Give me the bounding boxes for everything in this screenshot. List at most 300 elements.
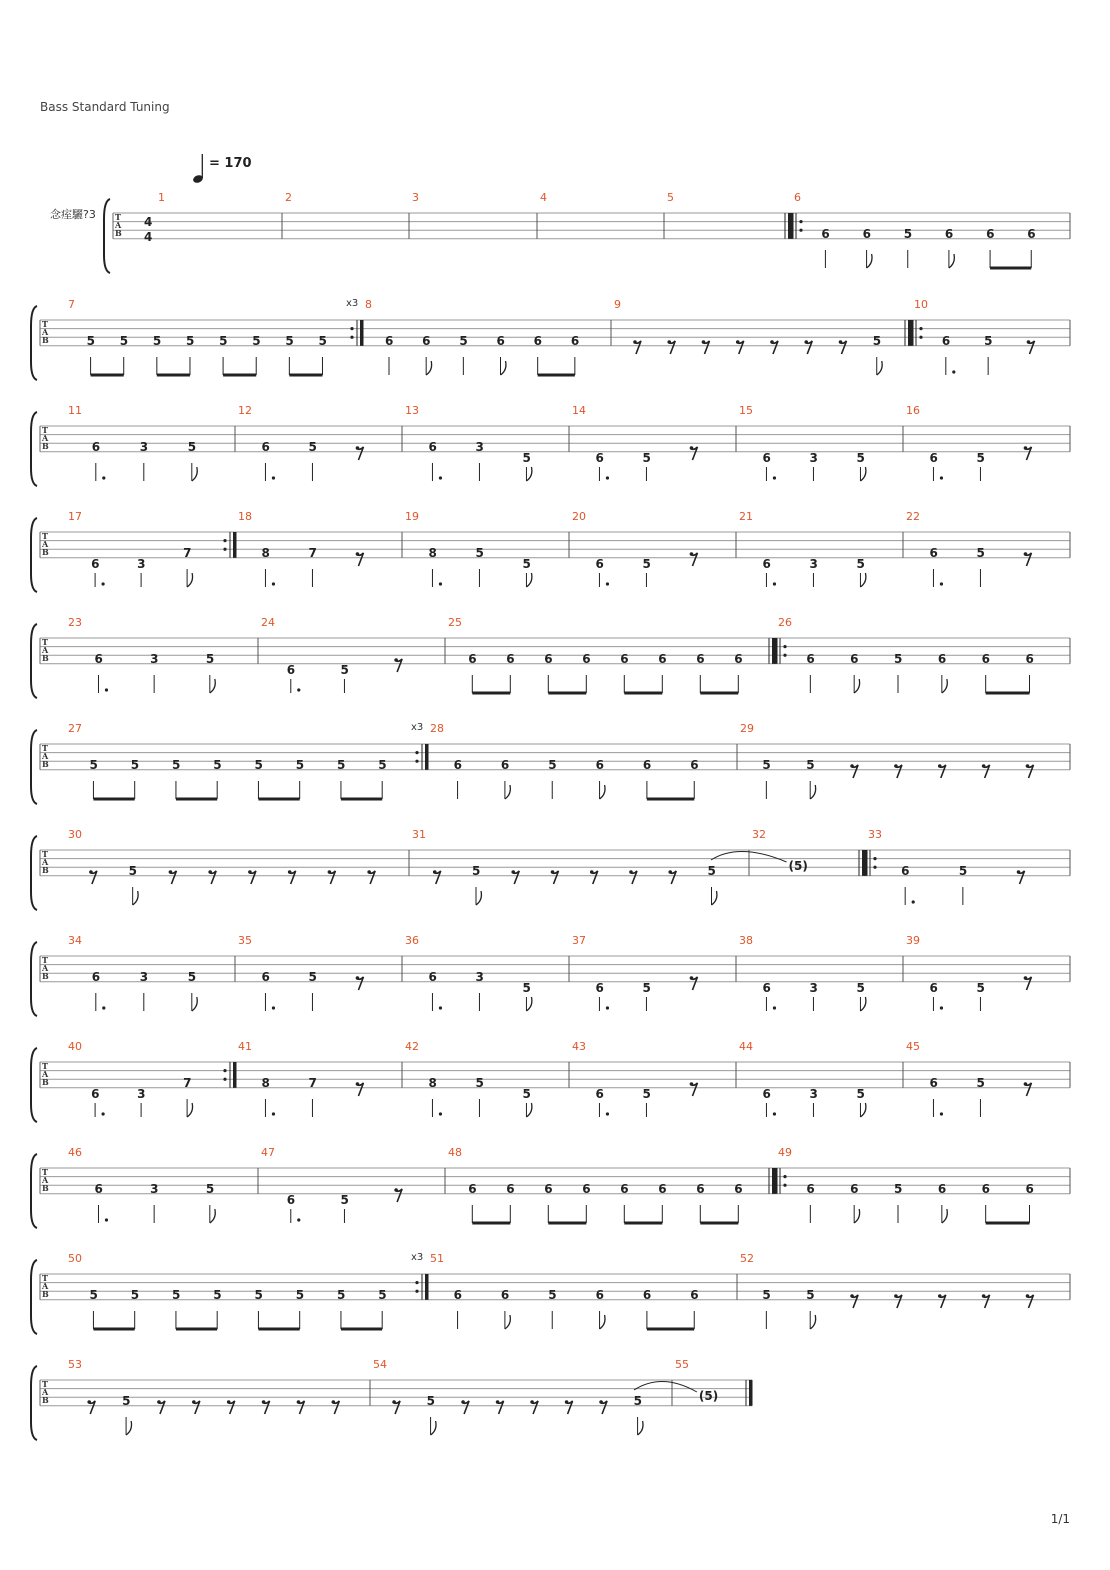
- dot: [952, 370, 955, 373]
- repeat-dot: [223, 539, 226, 542]
- fret-number: 3: [150, 652, 159, 666]
- fret-number: 6: [286, 1193, 296, 1207]
- measure-number: 46: [68, 1146, 82, 1159]
- note-flag: [854, 1209, 859, 1223]
- repeat-dot: [783, 645, 786, 648]
- measure: [158, 191, 282, 239]
- repeat-dot: [919, 336, 922, 339]
- system-brace: [31, 730, 37, 804]
- rest-dot: [394, 658, 398, 662]
- note-flag: [431, 1421, 436, 1435]
- measure: [68, 1040, 237, 1117]
- fret-number: 5: [872, 334, 882, 348]
- fret-number: 5: [318, 334, 327, 348]
- fret-number: 5: [128, 864, 138, 878]
- measure: [774, 1146, 1070, 1223]
- repeat-start-bar: [910, 320, 914, 346]
- rest-dot: [667, 340, 671, 344]
- fret-number: 5: [471, 864, 481, 878]
- fret-number: 8: [261, 1076, 270, 1090]
- fret-number: 6: [986, 227, 995, 241]
- note-flag: [860, 1103, 865, 1117]
- measure-number: 54: [373, 1358, 387, 1371]
- rest-dot: [511, 870, 515, 874]
- rest-dot: [169, 870, 173, 874]
- note-flag: [860, 573, 865, 587]
- measure: [68, 510, 237, 587]
- fret-number: 6: [696, 652, 705, 666]
- tab-clef: A: [42, 1281, 49, 1291]
- measure: [906, 934, 1070, 1011]
- repeat-dot: [415, 1290, 418, 1293]
- fret-number: 3: [809, 981, 818, 995]
- dot: [940, 1112, 943, 1115]
- fret-number: 6: [821, 227, 830, 241]
- measure-number: 49: [778, 1146, 792, 1159]
- rest-dot: [736, 340, 740, 344]
- measure-number: 14: [572, 404, 586, 417]
- note-flag: [133, 891, 138, 905]
- fret-number: 5: [378, 758, 387, 772]
- fret-number: 5: [378, 1288, 387, 1302]
- rest-dot: [356, 446, 360, 450]
- fret-number: 5: [642, 981, 651, 995]
- system-brace: [31, 942, 37, 1016]
- fret-number: 6: [428, 970, 437, 984]
- rest-dot: [356, 552, 360, 556]
- fret-number: 5: [89, 758, 98, 772]
- repeat-end-bar: [360, 320, 364, 346]
- measure-number: 27: [68, 722, 82, 735]
- fret-number: 8: [428, 546, 437, 560]
- tuning-label: Bass Standard Tuning: [40, 100, 170, 114]
- measure: [739, 510, 903, 587]
- measure: [365, 298, 611, 375]
- measure: [790, 191, 1070, 268]
- fret-number: 6: [544, 1182, 553, 1196]
- repeat-dot: [415, 760, 418, 763]
- tab-clef: B: [42, 335, 49, 345]
- staff-system: [31, 616, 1070, 698]
- fret-number: 5: [806, 1288, 815, 1302]
- fret-number: 5: [806, 758, 815, 772]
- repeat-dot: [873, 866, 876, 869]
- fret-number: 5: [976, 546, 985, 560]
- tab-clef: T: [42, 531, 48, 541]
- dot: [439, 1112, 442, 1115]
- rest-dot: [1024, 446, 1028, 450]
- tab-clef: A: [42, 539, 49, 549]
- repeat-dot: [223, 1069, 226, 1072]
- rest-dot: [530, 1400, 534, 1404]
- measure-number: 34: [68, 934, 82, 947]
- repeat-start-bar: [864, 850, 868, 876]
- rest-dot: [804, 340, 808, 344]
- note-flag: [192, 997, 197, 1011]
- measure-number: 29: [740, 722, 754, 735]
- fret-number: 3: [137, 557, 146, 571]
- note-flag: [877, 361, 882, 375]
- fret-number: 6: [1025, 1182, 1034, 1196]
- fret-number: 5: [642, 1087, 651, 1101]
- time-signature-bottom: 4: [144, 230, 153, 244]
- dot: [105, 1218, 108, 1221]
- fret-number: 6: [468, 1182, 477, 1196]
- measure-number: 11: [68, 404, 82, 417]
- fret-number: 3: [809, 557, 818, 571]
- fret-number: 6: [468, 652, 477, 666]
- system-brace: [31, 1260, 37, 1334]
- fret-number: 5: [205, 652, 215, 666]
- measure-number: 16: [906, 404, 920, 417]
- page-number: 1/1: [1050, 1512, 1070, 1526]
- tab-clef: T: [42, 955, 48, 965]
- system-brace: [31, 306, 37, 380]
- fret-number: 5: [340, 663, 349, 677]
- rest-dot: [551, 870, 555, 874]
- measure-number: 37: [572, 934, 586, 947]
- fret-number: 6: [595, 1288, 604, 1302]
- tab-clef: B: [42, 971, 49, 981]
- measure: [261, 1146, 445, 1223]
- measure: [68, 1358, 370, 1435]
- fret-number: 5: [213, 758, 222, 772]
- tie-arc: [634, 1381, 697, 1392]
- measure: [448, 616, 776, 693]
- rest-dot: [392, 1400, 396, 1404]
- dot: [912, 900, 915, 903]
- fret-number: 5: [522, 557, 531, 571]
- measure: [430, 1252, 737, 1329]
- measure: [405, 510, 569, 587]
- dot: [940, 582, 943, 585]
- fret-number: 6: [582, 652, 591, 666]
- dot: [439, 476, 442, 479]
- fret-number: 6: [496, 334, 505, 348]
- note-flag: [505, 785, 510, 799]
- measure-number: 6: [794, 191, 801, 204]
- rest-dot: [328, 870, 332, 874]
- measure: [238, 510, 402, 587]
- measure: [412, 191, 537, 239]
- measure-number: 5: [667, 191, 674, 204]
- fret-number: 8: [261, 546, 270, 560]
- fret-number: 6: [261, 440, 270, 454]
- measure-number: 48: [448, 1146, 462, 1159]
- tab-clef: B: [42, 653, 49, 663]
- rest-dot: [356, 1082, 360, 1086]
- tab-clef: T: [42, 849, 48, 859]
- note-flag: [505, 1315, 510, 1329]
- fret-number: 5: [285, 334, 294, 348]
- measure-number: 25: [448, 616, 462, 629]
- note-flag: [854, 679, 859, 693]
- rest-dot: [599, 1400, 603, 1404]
- measure-number: 8: [365, 298, 372, 311]
- tab-clef: A: [42, 645, 49, 655]
- fret-number: 6: [500, 1288, 510, 1302]
- tab-clef: A: [42, 751, 49, 761]
- rest-dot: [433, 870, 437, 874]
- note-flag: [810, 785, 815, 799]
- staff-system: [31, 1146, 1070, 1228]
- rest-dot: [982, 1294, 986, 1298]
- measure: [285, 191, 409, 239]
- fret-number: 5: [903, 227, 913, 241]
- measure: [774, 616, 1070, 693]
- repeat-dot: [799, 229, 802, 232]
- measure-number: 32: [752, 828, 766, 841]
- dot: [102, 476, 105, 479]
- fret-number: 5: [642, 451, 651, 465]
- note-flag: [600, 1315, 605, 1329]
- measure: [238, 1040, 402, 1117]
- fret-number: 6: [762, 981, 771, 995]
- measure-number: 47: [261, 1146, 275, 1159]
- rest-dot: [690, 976, 694, 980]
- measure: [572, 1040, 736, 1117]
- measure: [68, 616, 258, 693]
- staff-system: [104, 191, 1070, 273]
- rest-dot: [227, 1400, 231, 1404]
- fret-number: 6: [690, 1288, 699, 1302]
- measure-number: 12: [238, 404, 252, 417]
- fret-number: 6: [658, 1182, 667, 1196]
- fret-number: 3: [809, 1087, 818, 1101]
- fret-number: 5: [548, 758, 557, 772]
- fret-number: 3: [475, 970, 484, 984]
- fret-number: 5: [762, 758, 771, 772]
- fret-number: 6: [806, 652, 815, 666]
- dot: [606, 476, 609, 479]
- measure: [739, 934, 903, 1011]
- fret-number: 5: [187, 440, 197, 454]
- fret-number: 5: [958, 864, 968, 878]
- note-flag: [600, 785, 605, 799]
- fret-number: 5: [219, 334, 228, 348]
- fret-number: 6: [428, 440, 437, 454]
- measure-number: 17: [68, 510, 82, 523]
- rest-dot: [461, 1400, 465, 1404]
- fret-number: 3: [475, 440, 484, 454]
- measure-number: 15: [739, 404, 753, 417]
- rest-dot: [1027, 340, 1031, 344]
- dot: [773, 582, 776, 585]
- fret-number: 6: [286, 663, 296, 677]
- fret-number: 3: [139, 440, 149, 454]
- fret-number: 5: [336, 1288, 346, 1302]
- measure: [68, 1252, 429, 1329]
- repeat-dot: [223, 1078, 226, 1081]
- tab-clef: A: [115, 220, 122, 230]
- measure-number: 3: [412, 191, 419, 204]
- fret-number: 6: [941, 334, 951, 348]
- fret-number: 5: [308, 440, 317, 454]
- fret-number: 6: [937, 1182, 947, 1196]
- fret-number: 5: [976, 981, 985, 995]
- fret-number: 6: [94, 1182, 103, 1196]
- rest-dot: [770, 340, 774, 344]
- note-flag: [867, 254, 872, 268]
- fret-number: 6: [1027, 227, 1036, 241]
- fret-number: 6: [690, 758, 699, 772]
- fret-number: 5: [856, 981, 865, 995]
- fret-number: 6: [642, 758, 652, 772]
- fret-number: 6: [862, 227, 871, 241]
- fret-number: 6: [901, 864, 910, 878]
- fret-number: 5: [187, 970, 197, 984]
- fret-number: 5: [856, 451, 865, 465]
- fret-number: 6: [929, 451, 938, 465]
- measure: [68, 1146, 258, 1223]
- fret-number: 6: [1025, 652, 1034, 666]
- tab-clef: T: [42, 319, 48, 329]
- dot: [773, 476, 776, 479]
- note-flag: [126, 1421, 131, 1435]
- tab-clef: B: [42, 1289, 49, 1299]
- repeat-dot: [799, 220, 802, 223]
- fret-number: 7: [308, 1076, 317, 1090]
- note-flag: [711, 891, 716, 905]
- measure-number: 21: [739, 510, 753, 523]
- fret-number: 6: [500, 758, 510, 772]
- measure: [910, 298, 1070, 375]
- fret-number: 5: [89, 1288, 98, 1302]
- fret-number: 6: [453, 758, 462, 772]
- fret-number: 5: [86, 334, 95, 348]
- rest-dot: [89, 870, 93, 874]
- fret-number: 5: [152, 334, 162, 348]
- measure-number: 55: [675, 1358, 689, 1371]
- measure-number: 10: [914, 298, 928, 311]
- tab-clef: B: [42, 865, 49, 875]
- system-brace: [31, 412, 37, 486]
- note-flag: [210, 679, 215, 693]
- fret-number: 5: [295, 758, 305, 772]
- measure-number: 26: [778, 616, 792, 629]
- measure-number: 38: [739, 934, 753, 947]
- repeat-start-bar: [774, 1168, 778, 1194]
- fret-number: 5: [976, 451, 985, 465]
- fret-number: 6: [944, 227, 954, 241]
- measure: [906, 1040, 1070, 1117]
- dot: [102, 1112, 105, 1115]
- fret-number: 6: [642, 1288, 652, 1302]
- rest-dot: [262, 1400, 266, 1404]
- fret-number: 3: [809, 451, 818, 465]
- dot: [439, 582, 442, 585]
- tab-clef: A: [42, 963, 49, 973]
- fret-number: 6: [762, 1087, 771, 1101]
- rest-dot: [629, 870, 633, 874]
- rest-dot: [894, 1294, 898, 1298]
- dot: [773, 1006, 776, 1009]
- tab-clef: A: [42, 327, 49, 337]
- note-flag: [860, 467, 865, 481]
- system-brace: [31, 1154, 37, 1228]
- system-brace: [31, 836, 37, 910]
- rest-dot: [938, 764, 942, 768]
- fret-number: 5: [707, 864, 716, 878]
- fret-number: 7: [308, 546, 317, 560]
- rest-dot: [496, 1400, 500, 1404]
- fret-number: 5: [254, 1288, 263, 1302]
- fret-number: 5: [426, 1394, 435, 1408]
- measure: [405, 934, 569, 1011]
- repeat-dot: [783, 1175, 786, 1178]
- rest-dot: [288, 870, 292, 874]
- fret-number: 6: [544, 652, 553, 666]
- fret-number: 5: [130, 758, 140, 772]
- fret-number: 5: [308, 970, 317, 984]
- rest-dot: [1024, 552, 1028, 556]
- fret-number: 5: [522, 1087, 531, 1101]
- rest-dot: [850, 1294, 854, 1298]
- repeat-dot: [350, 336, 353, 339]
- note-flag: [526, 467, 531, 481]
- note-flag: [526, 997, 531, 1011]
- system-brace: [31, 1366, 37, 1440]
- measure-number: 52: [740, 1252, 754, 1265]
- note-flag: [949, 254, 954, 268]
- repeat-dot: [223, 548, 226, 551]
- note-flag: [526, 1103, 531, 1117]
- dot: [102, 582, 105, 585]
- dot: [940, 476, 943, 479]
- measure-number: 43: [572, 1040, 586, 1053]
- fret-number: 6: [929, 546, 938, 560]
- tab-clef: T: [115, 212, 121, 222]
- fret-number: 6: [696, 1182, 705, 1196]
- repeat-count: x3: [346, 298, 359, 309]
- rest-dot: [938, 1294, 942, 1298]
- fret-number: 6: [506, 1182, 515, 1196]
- measure: [68, 298, 364, 375]
- tab-clef: B: [115, 228, 122, 238]
- rest-dot: [690, 552, 694, 556]
- measure-number: 7: [68, 298, 75, 311]
- fret-number: 5: [254, 758, 263, 772]
- staff-system: [31, 722, 1070, 804]
- repeat-dot: [783, 1184, 786, 1187]
- measure-number: 9: [614, 298, 621, 311]
- staff-system: [31, 1252, 1070, 1334]
- rest-dot: [192, 1400, 196, 1404]
- track-name: 念痓驪?3: [50, 208, 96, 221]
- fret-number: 6: [595, 451, 604, 465]
- rest-dot: [1024, 976, 1028, 980]
- repeat-count: x3: [411, 722, 424, 733]
- tab-clef: B: [42, 1077, 49, 1087]
- measure: [572, 404, 736, 481]
- time-signature-top: 4: [144, 215, 153, 229]
- dot: [272, 476, 275, 479]
- double-bar-thick: [749, 1380, 753, 1406]
- note-flag: [476, 891, 481, 905]
- measure: [238, 934, 402, 1011]
- repeat-end-bar: [233, 1062, 237, 1088]
- fret-number: 5: [856, 557, 865, 571]
- note-flag: [810, 1315, 815, 1329]
- rest-dot: [850, 764, 854, 768]
- measure: [68, 404, 235, 481]
- measure: [572, 934, 736, 1011]
- rest-dot: [1026, 1294, 1030, 1298]
- measure: [405, 404, 569, 481]
- rest-dot: [690, 1082, 694, 1086]
- fret-number: 6: [734, 1182, 743, 1196]
- tab-clef: B: [42, 441, 49, 451]
